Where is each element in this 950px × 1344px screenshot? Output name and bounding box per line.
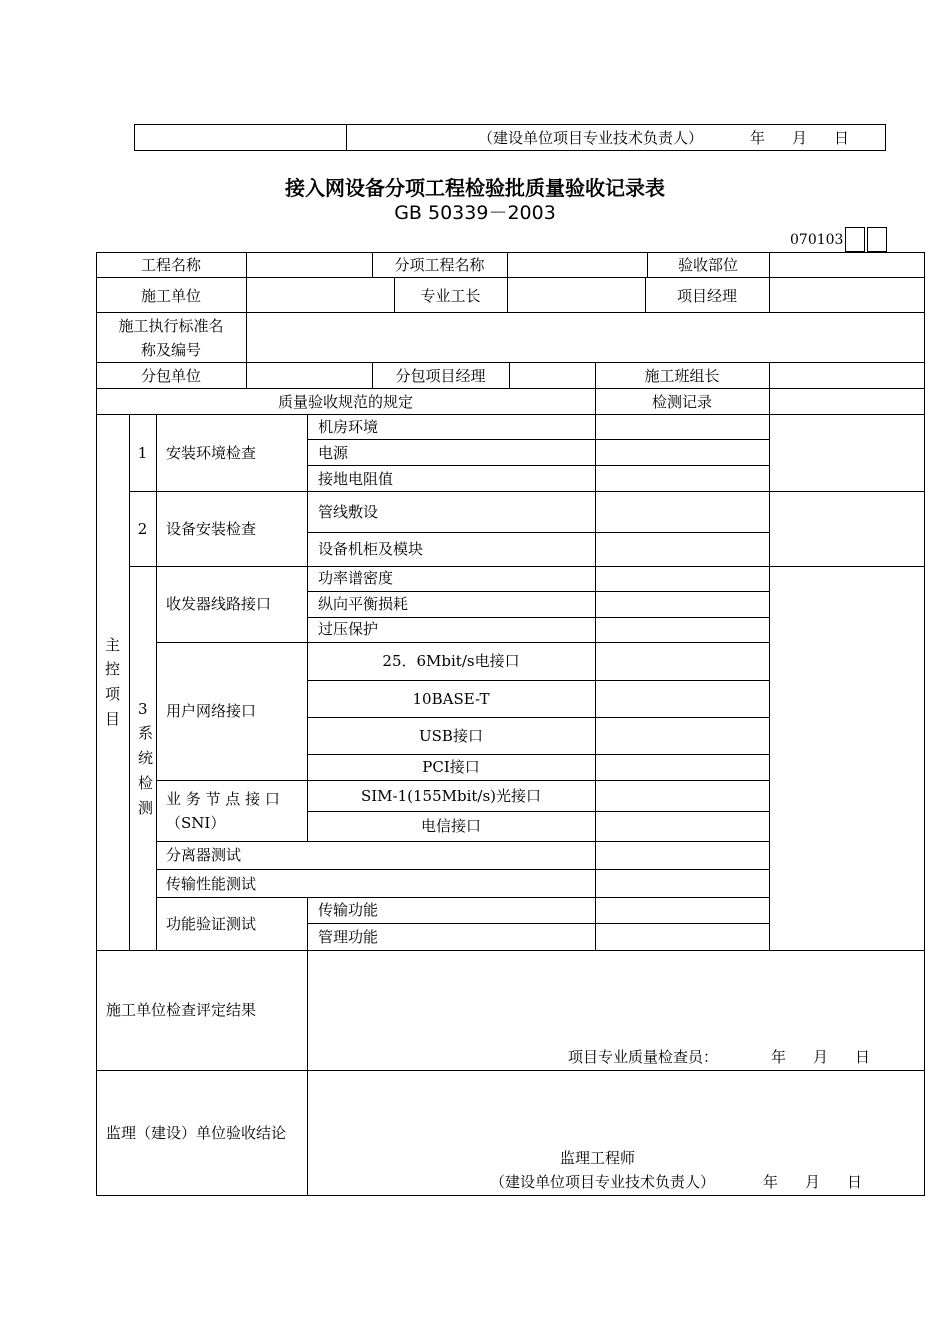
user-net-item-2: 10BASE-T — [412, 690, 490, 708]
group1-name: 安装环境检查 — [166, 444, 257, 462]
group1-item-3: 接地电阻值 — [318, 470, 394, 488]
label-spec-rules: 质量验收规范的规定 — [277, 393, 413, 411]
supervision-result-label: 监理（建设）单位验收结论 — [106, 1124, 287, 1142]
label-foreman: 专业工长 — [420, 287, 481, 305]
group3-char-3: 检 — [138, 774, 154, 792]
construction-result-label: 施工单位检查评定结果 — [106, 1001, 257, 1019]
main-items-char-4: 目 — [105, 710, 121, 728]
label-construction-unit: 施工单位 — [140, 287, 201, 305]
page-title: 接入网设备分项工程检验批质量验收记录表 — [285, 176, 665, 200]
group2-item-1: 管线敷设 — [318, 503, 379, 521]
splitter-test: 分离器测试 — [166, 846, 242, 864]
label-acceptance-part: 验收部位 — [677, 256, 738, 274]
user-net-item-1: 25．6Mbit/s电接口 — [382, 652, 520, 670]
top-year: 年 — [750, 129, 766, 147]
supervision-signature-note: （建设单位项目专业技术负责人） — [490, 1173, 716, 1191]
transceiver-item-1: 功率谱密度 — [318, 569, 394, 587]
supervision-year: 年 — [763, 1173, 779, 1191]
group2-item-2: 设备机柜及模块 — [318, 540, 424, 558]
group2-name: 设备安装检查 — [166, 520, 257, 538]
top-day: 日 — [834, 129, 850, 147]
sni-item-1: SIM-1(155Mbit/s)光接口 — [360, 787, 542, 805]
label-project-name: 工程名称 — [140, 256, 201, 274]
transceiver-item-2: 纵向平衡损耗 — [318, 595, 409, 613]
main-items-char-2: 控 — [105, 660, 121, 678]
supervision-day: 日 — [847, 1173, 863, 1191]
user-net-name: 用户网络接口 — [166, 702, 257, 720]
transmission-test: 传输性能测试 — [166, 875, 257, 893]
main-items-char-3: 项 — [105, 685, 121, 703]
group3-char-2: 统 — [138, 749, 154, 767]
supervision-engineer: 监理工程师 — [560, 1149, 636, 1167]
label-standard-line1: 施工执行标准名 — [118, 317, 224, 335]
label-project-manager: 项目经理 — [676, 287, 737, 305]
label-sub-project-name: 分项工程名称 — [394, 256, 485, 274]
group1-number: 1 — [137, 444, 148, 462]
group2-number: 2 — [137, 520, 148, 538]
label-team-leader: 施工班组长 — [644, 367, 720, 385]
group1-item-2: 电源 — [318, 444, 349, 462]
sni-item-2: 电信接口 — [420, 817, 481, 835]
code-box-2[interactable] — [867, 227, 887, 252]
construction-month: 月 — [813, 1048, 829, 1066]
sni-name-line1: 业 务 节 点 接 口 — [166, 790, 280, 808]
construction-year: 年 — [771, 1048, 787, 1066]
sni-name-line2: （SNI） — [166, 814, 226, 832]
group3-number: 3 — [138, 700, 148, 718]
main-items-char-1: 主 — [105, 636, 121, 654]
label-standard-line2: 称及编号 — [140, 341, 201, 359]
group3-char-4: 测 — [138, 799, 154, 817]
construction-day: 日 — [855, 1048, 871, 1066]
user-net-item-3: USB接口 — [419, 727, 483, 745]
group3-char-1: 系 — [138, 724, 154, 742]
group1-item-1: 机房环境 — [318, 418, 379, 436]
label-sub-pm: 分包项目经理 — [395, 367, 486, 385]
transceiver-item-3: 过压保护 — [318, 620, 379, 638]
top-box-divider — [346, 124, 347, 150]
code-box-1[interactable] — [845, 227, 865, 252]
supervision-month: 月 — [805, 1173, 821, 1191]
user-net-item-4: PCI接口 — [422, 758, 480, 776]
function-item-1: 传输功能 — [318, 901, 379, 919]
function-name: 功能验证测试 — [166, 915, 257, 933]
label-inspection-record: 检测记录 — [651, 393, 712, 411]
function-item-2: 管理功能 — [318, 928, 379, 946]
standard-code: GB 50339－2003 — [394, 202, 556, 224]
label-subcontractor: 分包单位 — [140, 367, 201, 385]
transceiver-name: 收发器线路接口 — [166, 595, 272, 613]
top-month: 月 — [792, 129, 808, 147]
top-signature-note: （建设单位项目专业技术负责人） — [478, 129, 704, 147]
form-code: 070103 — [790, 232, 844, 248]
construction-inspector: 项目专业质量检查员： — [568, 1048, 719, 1066]
